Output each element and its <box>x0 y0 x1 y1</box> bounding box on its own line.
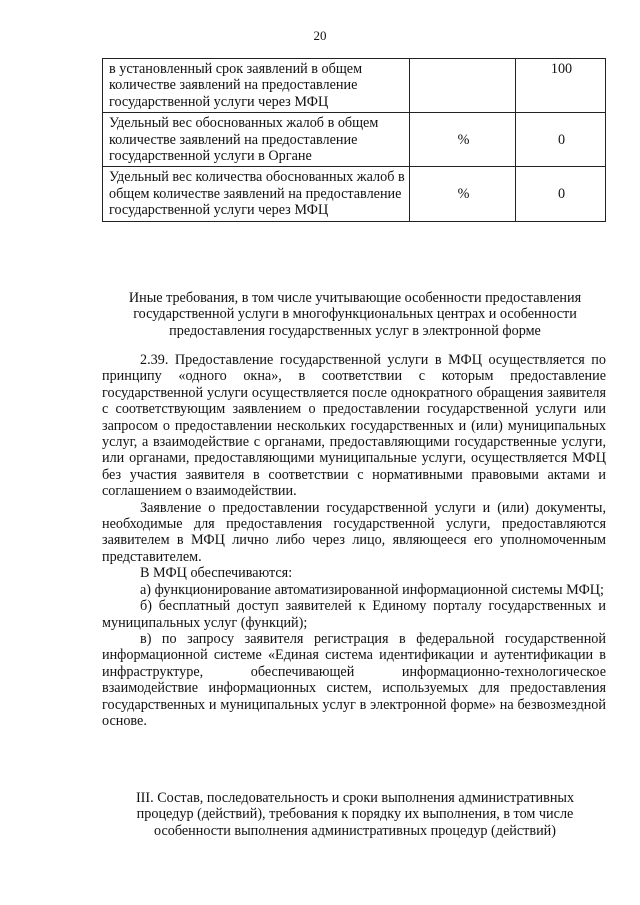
body-text <box>102 352 606 729</box>
paragraph-mfc-provides: В МФЦ обеспечиваются: <box>140 565 293 582</box>
unit-cell: % <box>410 113 516 167</box>
unit-cell <box>410 59 516 113</box>
table-row <box>103 113 606 167</box>
criterion-cell: Удельный вес обоснованных жалоб в общем количестве заявлений на предоставление государственной услуги в Органе <box>103 113 410 167</box>
criterion-cell: Удельный вес количества обоснованных жалоб в общем количестве заявлений на предоставление государственной услуги через МФЦ <box>103 167 410 221</box>
section-heading-other-requirements: Иные требования, в том числе учитывающие особенности предоставления государственной услуги в многофункциональных центрах и особенности предоставления государственных услуг в электронной форме <box>128 290 582 339</box>
table-row <box>103 59 606 113</box>
list-item-v: в) по запросу заявителя регистрация в федеральной государственной информационной системе «Единая система идентификации и аутентификации в инфраструктуре, обеспечивающей информационно-технологическое взаимодействие информационных систем, используемых для предоставления государственных и муниципальных услуг в электронной форме» на безвозмездной основе. <box>102 630 606 729</box>
table-row <box>103 167 606 221</box>
value-cell: 0 <box>516 167 606 221</box>
list-item-a: а) функционирование автоматизированной информационной системы МФЦ; <box>140 581 604 598</box>
unit-cell: % <box>410 167 516 221</box>
paragraph-2-39: 2.39. Предоставление государственной услуги в МФЦ осуществляется по принципу «одного окна», в соответствии с которым предоставление государственной услуги осуществляется после однократного обращения заявителя с соответствующим заявлением о предоставлении государственной услуги или запросом о предоставлении нескольких государственных и (или) муниципальных услуг, а взаимодействие с органами, предоставляющими государственные услуги, или органами, предоставляющими муниципальные услуги, осуществляется МФЦ без участия заявителя в соответствии с нормативными правовыми актами и соглашением о взаимодействии. <box>102 352 606 500</box>
value-cell: 0 <box>516 113 606 167</box>
list-item-b: б) бесплатный доступ заявителей к Единому порталу государственных и муниципальных услуг (функций); <box>102 598 606 631</box>
criterion-cell: в установленный срок заявлений в общем количестве заявлений на предоставление государственной услуги через МФЦ <box>103 59 410 113</box>
value-cell: 100 <box>516 59 606 113</box>
page-number: 20 <box>313 28 327 43</box>
paragraph-application: Заявление о предоставлении государственной услуги и (или) документы, необходимые для предоставления государственной услуги, предоставляются заявителем в МФЦ лично либо через лицо, являющееся его уполномоченным представителем. <box>102 499 606 565</box>
criteria-table <box>102 58 606 222</box>
section-heading-iii: III. Состав, последовательность и сроки выполнения административных процедур (действий), требования к порядку их выполнения, в том числе особенности выполнения административных процедур (действий) <box>135 790 575 839</box>
